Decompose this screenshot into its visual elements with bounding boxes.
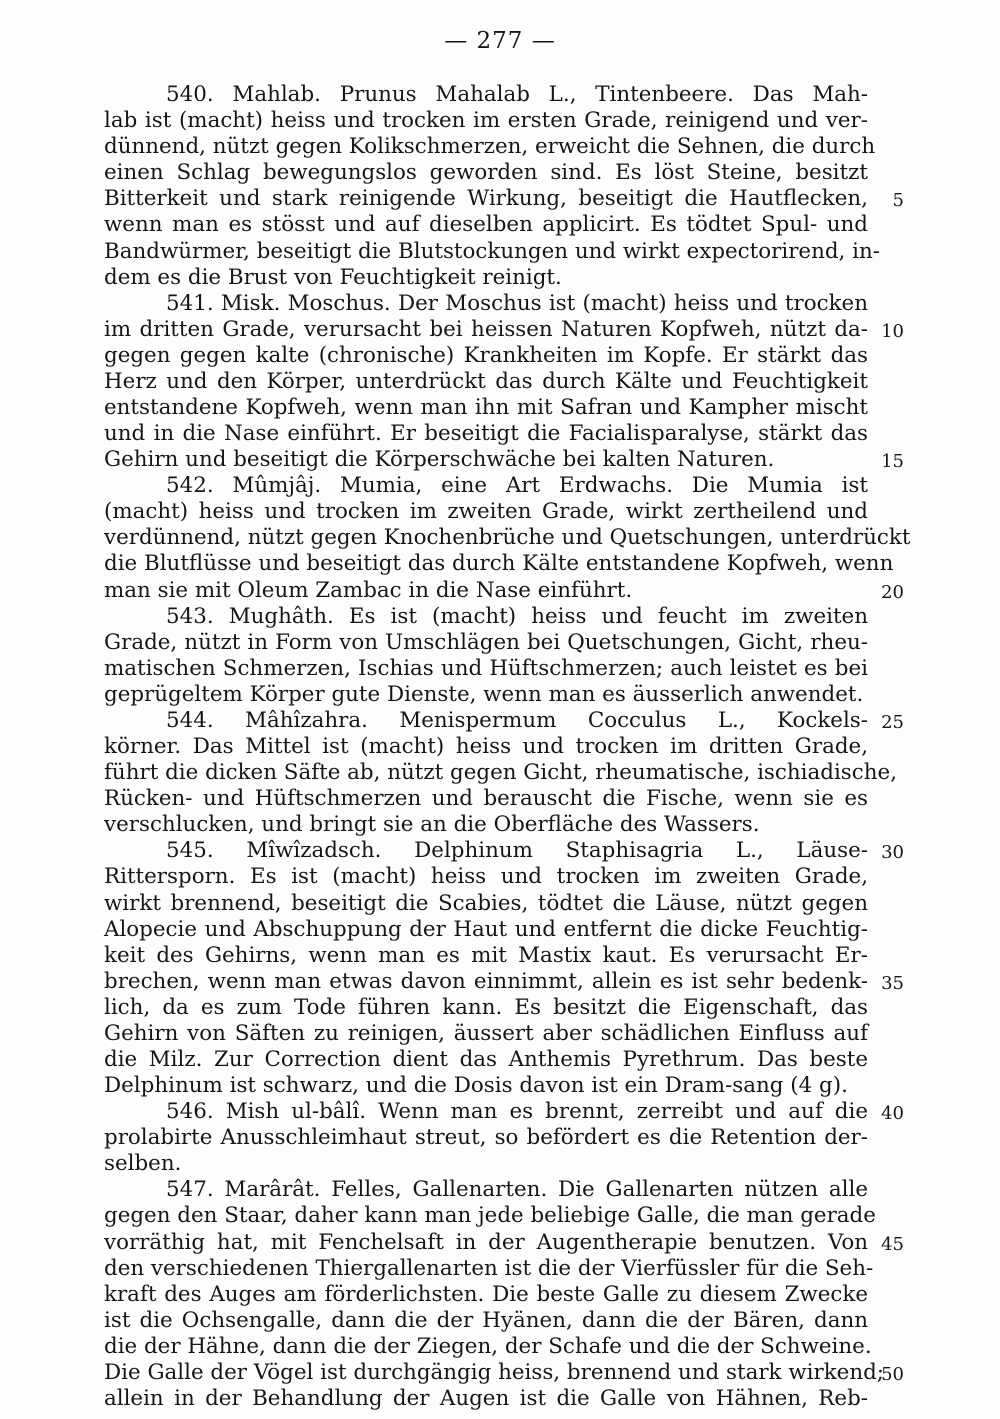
text-line: ist die Ochsengalle, dann die der Hyänen, dann die der Bären, dann (104, 1307, 868, 1333)
text-line: lich, da es zum Tode führen kann. Es besitzt die Eigenschaft, das (104, 994, 868, 1020)
text-line: entstandene Kopfweh, wenn man ihn mit Safran und Kampher mischt (104, 395, 868, 420)
text-line: brechen, wenn man etwas davon einnimmt, allein es ist sehr bedenk- (104, 968, 868, 994)
text-line: 542. Mûmjâj. Mumia, eine Art Erdwachs. Die Mumia ist (166, 473, 868, 499)
line-number: 25 (881, 711, 904, 733)
text-line: 540. Mahlab. Prunus Mahalab L., Tintenbeere. Das Mah- (166, 82, 868, 107)
text-line: selben. (104, 1151, 182, 1177)
text-line: man sie mit Oleum Zambac in die Nase einführt. (104, 577, 633, 603)
text-line: gegen den Staar, daher kann man jede beliebige Galle, die man gerade (104, 1203, 876, 1229)
line-number: 5 (892, 190, 904, 212)
text-line: wirkt brennend, beseitigt die Scabies, tödtet die Läuse, nützt gegen (104, 890, 868, 916)
line-number: 20 (881, 581, 904, 603)
line-number: 15 (881, 451, 904, 473)
text-line: den verschiedenen Thiergallenarten ist die der Vierfüssler für die Seh- (104, 1255, 874, 1281)
text-line: einen Schlag bewegungslos geworden sind. Es löst Steine, besitzt (104, 160, 868, 186)
text-line: Bandwürmer, beseitigt die Blutstockungen und wirkt expectorirend, in- (104, 238, 880, 264)
text-line: 544. Mâhîzahra. Menispermum Cocculus L., Kockels- (166, 707, 868, 733)
text-line: dünnend, nützt gegen Kolikschmerzen, erweicht die Sehnen, die durch (104, 134, 876, 160)
text-line: 543. Mughâth. Es ist (macht) heiss und feucht im zweiten (166, 603, 868, 629)
text-line: keit des Gehirns, wenn man es mit Mastix kaut. Es verursacht Er- (104, 942, 868, 968)
text-line: vorräthig hat, mit Fenchelsaft in der Augentherapie benutzen. Von (104, 1229, 868, 1255)
text-line: (macht) heiss und trocken im zweiten Grade, wirkt zertheilend und (104, 499, 868, 525)
text-line: prolabirte Anusschleimhaut streut, so befördert es die Retention der- (104, 1125, 868, 1151)
text-line: kraft des Auges am förderlichsten. Die beste Galle zu diesem Zwecke (104, 1281, 868, 1307)
text-line: 547. Marârât. Felles, Gallenarten. Die Gallenarten nützen alle (166, 1177, 868, 1203)
line-number: 35 (881, 972, 904, 994)
text-line: und in die Nase einführt. Er beseitigt die Facialisparalyse, stärkt das (104, 421, 868, 446)
text-line: Gehirn und beseitigt die Körperschwäche bei kalten Naturen. (104, 447, 775, 473)
text-line: Gehirn von Säften zu reinigen, äussert aber schädlichen Einfluss auf (104, 1020, 868, 1046)
text-line: 541. Misk. Moschus. Der Moschus ist (macht) heiss und trocken (166, 290, 868, 316)
text-line: dem es die Brust von Feuchtigkeit reinigt. (104, 264, 562, 290)
text-line: Rücken- und Hüftschmerzen und berauscht die Fische, wenn sie es (104, 786, 868, 812)
line-number: 10 (881, 320, 904, 342)
text-line: allein in der Behandlung der Augen ist die Galle von Hähnen, Reb- (104, 1386, 868, 1411)
line-number: 45 (881, 1233, 904, 1255)
text-line: lab ist (macht) heiss und trocken im ersten Grade, reinigend und ver- (104, 108, 868, 134)
page-number-header: — 277 — (444, 28, 556, 54)
text-line: Delphinum ist schwarz, und die Dosis davon ist ein Dram-sang (4 g). (104, 1073, 848, 1098)
text-line: die der Hähne, dann die der Ziegen, der Schafe und die der Schweine. (104, 1333, 872, 1359)
text-line: körner. Das Mittel ist (macht) heiss und trocken im dritten Grade, (104, 734, 868, 759)
text-line: verdünnend, nützt gegen Knochenbrüche und Quetschungen, unterdrückt (104, 525, 911, 551)
text-line: gegen gegen kalte (chronische) Krankheiten im Kopfe. Er stärkt das (104, 342, 868, 368)
text-line: Die Galle der Vögel ist durchgängig heiss, brennend und stark wirkend; (104, 1359, 884, 1385)
text-line: die Blutflüsse und beseitigt das durch Kälte entstandene Kopfweh, wenn (104, 551, 894, 577)
text-line: Bitterkeit und stark reinigende Wirkung, beseitigt die Hautflecken, (104, 186, 868, 212)
text-line: wenn man es stösst und auf dieselben applicirt. Es tödtet Spul- und (104, 212, 868, 238)
text-line: im dritten Grade, verursacht bei heissen Naturen Kopfweh, nützt da- (104, 316, 868, 342)
text-line: führt die dicken Säfte ab, nützt gegen Gicht, rheumatische, ischiadische, (104, 760, 897, 786)
text-line: verschlucken, und bringt sie an die Oberfläche des Wassers. (104, 812, 760, 838)
text-line: Herz und den Körper, unterdrückt das durch Kälte und Feuchtigkeit (104, 368, 868, 394)
text-line: geprügeltem Körper gute Dienste, wenn man es äusserlich anwendet. (104, 681, 864, 707)
text-line: die Milz. Zur Correction dient das Anthemis Pyrethrum. Das beste (104, 1047, 868, 1072)
text-line: 545. Mîwîzadsch. Delphinum Staphisagria L., Läuse- (166, 838, 868, 864)
text-line: Alopecie und Abschuppung der Haut und entfernt die dicke Feuchtig- (104, 916, 868, 942)
line-number: 30 (881, 842, 904, 864)
text-line: Rittersporn. Es ist (macht) heiss und trocken im zweiten Grade, (104, 864, 868, 890)
text-line: matischen Schmerzen, Ischias und Hüftschmerzen; auch leistet es bei (104, 655, 868, 681)
text-line: Grade, nützt in Form von Umschlägen bei Quetschungen, Gicht, rheu- (104, 629, 868, 655)
line-number: 50 (881, 1363, 904, 1385)
line-number: 40 (881, 1103, 904, 1125)
text-line: 546. Mish ul-bâlî. Wenn man es brennt, zerreibt und auf die (166, 1099, 868, 1125)
